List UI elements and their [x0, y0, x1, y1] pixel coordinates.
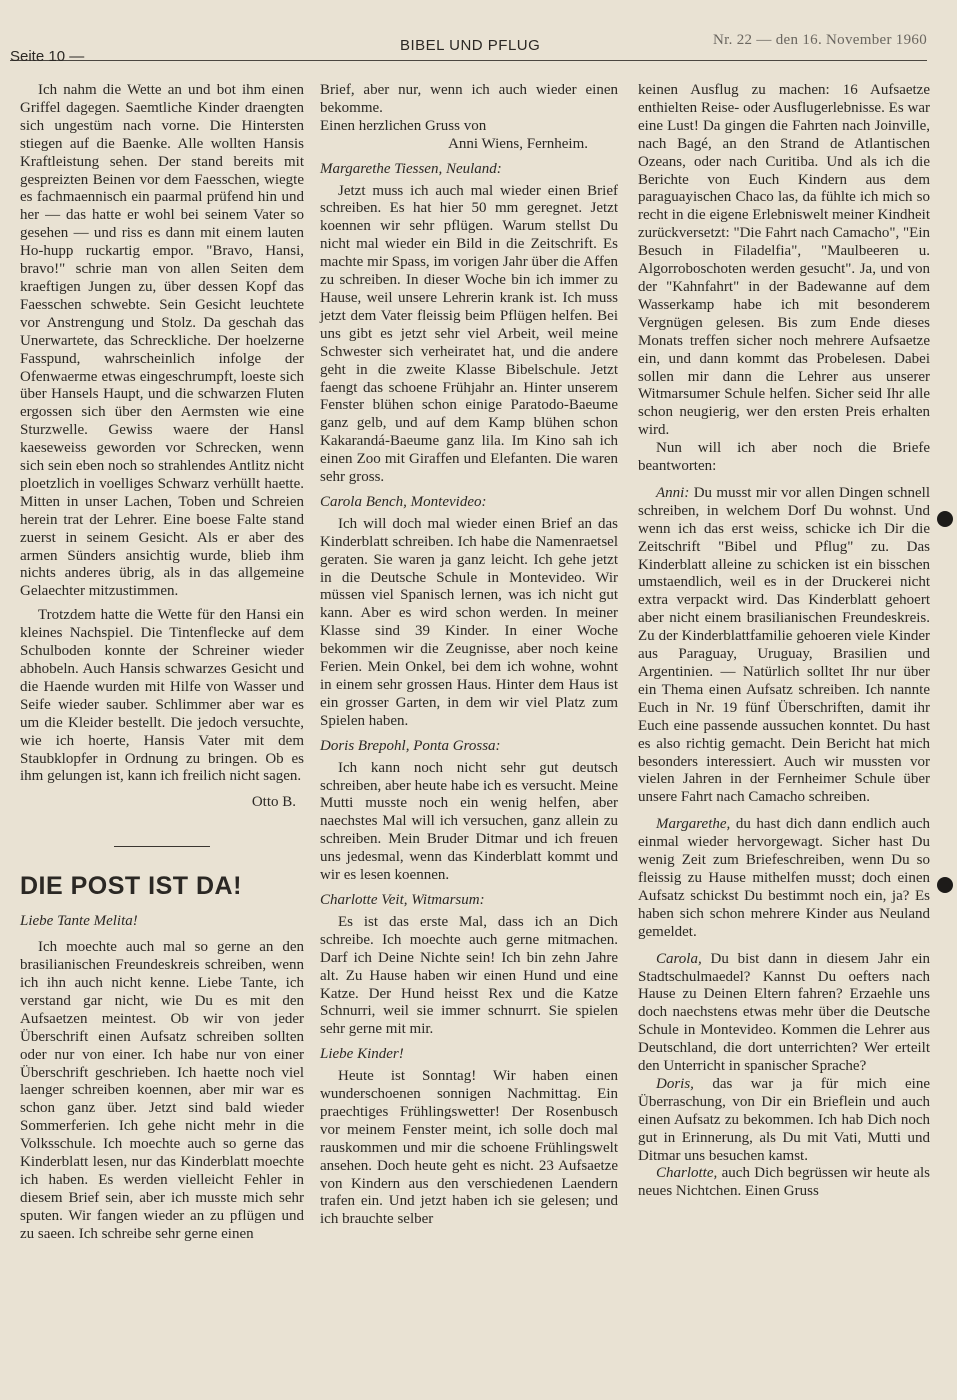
- story-signature: Otto B.: [251, 794, 296, 811]
- letter-salutation: Liebe Tante Melita!: [20, 913, 138, 930]
- letter-body: Es ist das erste Mal, dass ich an Dich schreibe. Ich moechte auch gerne mitmachen. Darf ich Deine Nichte sein! Ich bin zehn Jahre alt. Zu Hause haben wir einen Hund und eine Katze. Der Hund heisst Rex und die Katze Schnurri, weil sie immer schnurrt. Sie spielen sehr gerne mit mir.: [320, 913, 618, 1038]
- letter-salutation: Liebe Kinder!: [320, 1046, 404, 1063]
- reply-text: Du bist dann in diesem Jahr ein Stadtschulmaedel? Kannst Du oefters nach Hause zu Deinen Eltern fahren? Erzaehle uns doch naechstens etwas mehr über die Deutsche Schule in Montevideo. Kommen die Lehrer aus Deutschland, die dort unterrichten? Wer erteilt den Unterricht in spanischer Sprache?: [638, 950, 930, 1075]
- publication-title: BIBEL UND PFLUG: [400, 37, 541, 54]
- post-heading: DIE POST IST DA!: [20, 872, 242, 901]
- reply-name: Carola,: [656, 950, 702, 967]
- letter-author: Carola Bench, Montevideo:: [320, 493, 487, 510]
- letter-body: Jetzt muss ich auch mal wieder einen Brief schreiben. Es hat hier 50 mm geregnet. Jetzt koennen wir sehr pflügen. Warum stellst Du nicht mal wieder ein Bild in die Zeitschrift. Es machte mir Spass, im vorigen Jahr über die Affen zu schreiben. In dieser Woche bin ich immer zu Hause, weil unsere Lehrerin krank ist. Ich muss jetzt dem Vater fleissig beim Pflügen helfen. Bei uns gibt es jetzt sehr viel Arbeit, weil meine Schwester sich verheiratet hat, und die andere geht in die zweite Klasse Bibelschule. Jetzt faengt das schoene Frühjahr an. Hinter unserem Fenster blühen schon einige Paratodo-Baeume ganz gelb, und auf dem Kamp blühen schon Kakarandá-Baeume ganz lila. Im Kino sah ich einen Zoo mit Giraffen und Elefanten. Die waren sehr gross.: [320, 182, 618, 486]
- reply-paragraph: [638, 951, 930, 1076]
- letter-sender: Anni Wiens, Fernheim.: [448, 135, 588, 152]
- column-1: [20, 82, 304, 1244]
- reply-name: Charlotte,: [656, 1165, 718, 1182]
- column-3: [638, 82, 930, 1201]
- letter-author: Doris Brepohl, Ponta Grossa:: [320, 737, 501, 754]
- reply-text: Du musst mir vor allen Dingen schnell schreiben, in welchem Dorf Du wohnst. Und wenn ich das erst weiss, schicke ich Dir die Zeitschrift "Bibel und Pflug" zu. Das Kinderblatt alleine zu schicken ist ein bisschen umstaendlich, weil es in der Druckerei nicht extra verpackt wird. Das Kinderblatt gehoert aber nicht einem brasilianischen Freundeskreis. Zu der Kinderblattfamilie gehoeren viele Kinder aus Paraguay, Uruguay, Brasilien und Argentinien. — Natürlich solltet Ihr nur über ein Thema einen Aufsatz schreiben. Ich nannte Euch in Nr. 19 fünf Überschriften, damit ihr Euch eine passende aussuchen konntet. Du hast es also richtig gemacht. Dein Bericht hat mich besonders interessiert. Auch wir mussten vor vielen Jahren in der Fernheimer Schule über unsere Fahrt nach Camacho schreiben.: [638, 484, 930, 806]
- letter-body: keinen Ausflug zu machen: 16 Aufsaetze enthielten Reise- oder Ausflugerlebnisse. Es war eine Lust! Da gingen die Fahrten nach Joinville, nach Bagé, an den Strand de Atlantischen Ozeans, oder nach Curitiba. Und als ich die Berichte von Euch Kindern aus dem paraguayischen Chaco las, da fühlte ich mich so recht in die eigene Erlebniswelt meiner Kindheit zurückversetzt: "Die Fahrt nach Camacho", "Ein Besuch in Filadelfia", "Maulbeeren u. Algorroboschoten werden gesucht". Ja, und von der "Kahnfahrt" in der Badewanne auf dem Wasserkamp habe ich mit besonderem Vergnügen gelesen. Bis zum Ende dieses Monats treffen sicher noch mehrere Aufsaetze ein, und dann kommt das Probelesen. Dabei sollen mir dann die Lehrer aus unserer Witmarsumer Schule helfen. Sicher seid Ihr alle schon neugierig, wer den ersten Preis erhalten wird.: [638, 82, 930, 439]
- reply-text: du hast dich dann endlich auch einmal wieder hervorgewagt. Sicher hast Du wenig Zeit zum Briefeschreiben, wenn Du so fleissig zu Hause mithelfen musst; doch einen Aufsatz schickst Du bestimmt noch ein, ja? Es haben sich schon mehrere Kinder aus Neuland gemeldet.: [638, 816, 930, 940]
- page-header: [10, 30, 927, 65]
- column-2: [320, 82, 618, 1229]
- reply-paragraph: [638, 816, 930, 941]
- reply-text: das war ja für mich eine Überraschung, von Dir ein Brieflein und auch einen Aufsatz zu bekommen. Ich hab Dich noch gut in Erinnerung, als Du mit Vati, Mutti und Ditmar uns besuchen kamst.: [638, 1075, 931, 1164]
- reply-intro: Nun will ich aber noch die Briefe beantworten:: [638, 440, 930, 475]
- binder-hole-icon: [937, 877, 953, 893]
- section-divider: [114, 846, 210, 847]
- letter-author: Charlotte Veit, Witmarsum:: [320, 891, 485, 908]
- story-paragraph: Ich nahm die Wette an und bot ihm einen Griffel dagegen. Saemtliche Kinder draengten sich ungestüm nach vorne. Die Hintersten stiegen auf die Baenke. Alle wollten Hansis Kraftleistung sehen. Der stand bereits mit gespreizten Beinen vor dem Faesschen, wiegte es fachmaennisch ein paarmal prüfend hin und her — das hatte er wohl bei seinem Vater so gesehen — und riss es dann mit einem lauten Ho-hupp ruckartig empor. "Bravo, Hansi, bravo!" schrie man von allen Seiten dem kraeftigen Jungen zu, über dessen Kopf das Faesschen schwebte. Sein Gesicht leuchtete vor Anstrengung und Stolz. Da geschah das Unerwartete, das Schreckliche. Der hoelzerne Fasspund, wahrscheinlich infolge der Ofenwaerme etwas eingeschrumpft, loeste sich über Hansels Haupt, und die schwarzen Fluten ergossen sich über den Aermsten wie eine Sturzwelle. Gewiss waere der Hansl kaeseweiss geworden vor Schrecken, wenn sich sein eben noch so strahlendes Antlitz nicht ploetzlich in voelliges Schwarz verhüllt haette. Mitten in unser Lachen, Toben und Schreien herein trat der Lehrer. Eine boese Falte stand zuerst in seinem Gesicht. Als er aber des armen Sünders ansichtig wurde, blieb ihm nichts anderes übrig, als in das allgemeine Gelaechter mitzustimmen.: [20, 82, 304, 600]
- reply-text: auch Dich begrüssen wir heute als neues Nichtchen. Einen Gruss: [638, 1165, 930, 1200]
- letter-body: Heute ist Sonntag! Wir haben einen wunderschoenen sonnigen Nachmittag. Ein praechtiges Frühlingswetter! Der Rosenbusch vor meinem Fenster meint, ich solle doch mal rauskommen und mir die schoene Frühlingswelt ansehen. Doch heute geht es nicht. 23 Aufsaetze von Kindern aus den verschiedenen Laendern trafen ein. Und jetzt haben ich sie gelesen; und ich brauchte selber: [320, 1068, 618, 1228]
- binder-hole-icon: [937, 511, 953, 527]
- page-number: Seite 10 —: [10, 48, 85, 65]
- reply-name: Anni:: [656, 484, 690, 501]
- issue-date: Nr. 22 — den 16. November 1960: [713, 32, 927, 48]
- reply-name: Margarethe,: [656, 816, 731, 833]
- letter-body: Ich will doch mal wieder einen Brief an das Kinderblatt schreiben. Ich habe die Namenraetsel geraten. Sie waren ja ganz leicht. Ich gehe jetzt in die Deutsche Schule in Montevideo. Wir müssen viel Spanisch lernen, was ich nicht gut kann. Aber es wird schon werden. In meiner Klasse sind 39 Kinder. In einer Woche bekommen wir die Zeugnisse, aber noch keine Ferien. Mein Onkel, bei dem ich wohne, wohnt in einem sehr grossen Haus. Hinter dem Haus ist ein grosser Garten, in dem wir viel Platz zum Spielen haben.: [320, 515, 618, 729]
- reply-paragraph: [638, 1165, 930, 1201]
- reply-name: Doris,: [656, 1075, 694, 1092]
- letter-greeting: Einen herzlichen Gruss von: [320, 117, 487, 134]
- letter-body: Ich moechte auch mal so gerne an den brasilianischen Freundeskreis schreiben, wenn ich ihn auch nicht kenne. Liebe Tante, ich verstand gar nicht, wie Du es mit den Aufsaetzen meintest. Ob wir von jeder Überschrift einen Aufsatz schreiben sollten oder nur von einer. Ich habe nur von einer Überschrift geschrieben. Ich haette noch viel laenger schreiben koennen, aber mir war es schon ganz über. Jetzt sind bald wieder Sommerferien. Ich gehe nicht mehr in die Volksschule. Ich moechte auch so gerne das Kinderblatt lesen, nur das Kinderblatt moechte ich haben. Es werden vielleicht Fehler in diesem Brief sein, aber ich musste mich sehr sputen. Wir fangen wieder an zu pflügen und zu saeen. Ich schreibe sehr gerne einen: [20, 939, 304, 1242]
- story-paragraph: Trotzdem hatte die Wette für den Hansi ein kleines Nachspiel. Die Tintenflecke auf dem Schulboden konnte der Schreiner wieder abhobeln. Auch Hansis schwarzes Gesicht und die Haende wurden mit Hilfe von Wasser und Seife wieder sauber. Schlimmer aber war es um die Kleider bestellt. Die jedoch versuchte, wie ich hoerte, Hansis Vater mit dem Staubklopfer in Ordnung zu bringen. Ob es ihm gelungen ist, kann ich freilich nicht sagen.: [20, 607, 304, 785]
- letter-author: Margarethe Tiessen, Neuland:: [320, 160, 502, 177]
- letter-body: Ich kann noch nicht sehr gut deutsch schreiben, aber heute habe ich es versucht. Meine Mutti musste noch ein wenig helfen, aber naechstes Mal will ich versuchen, ganz allein zu schreiben. Mein Bruder Ditmar und ich freuen uns jedesmal, wenn das Kinderblatt kommt und wir es lesen koennen.: [320, 759, 618, 884]
- reply-paragraph: [638, 485, 930, 807]
- letter-body: Brief, aber nur, wenn ich auch wieder einen bekomme.: [320, 82, 618, 116]
- reply-paragraph: [638, 1076, 930, 1166]
